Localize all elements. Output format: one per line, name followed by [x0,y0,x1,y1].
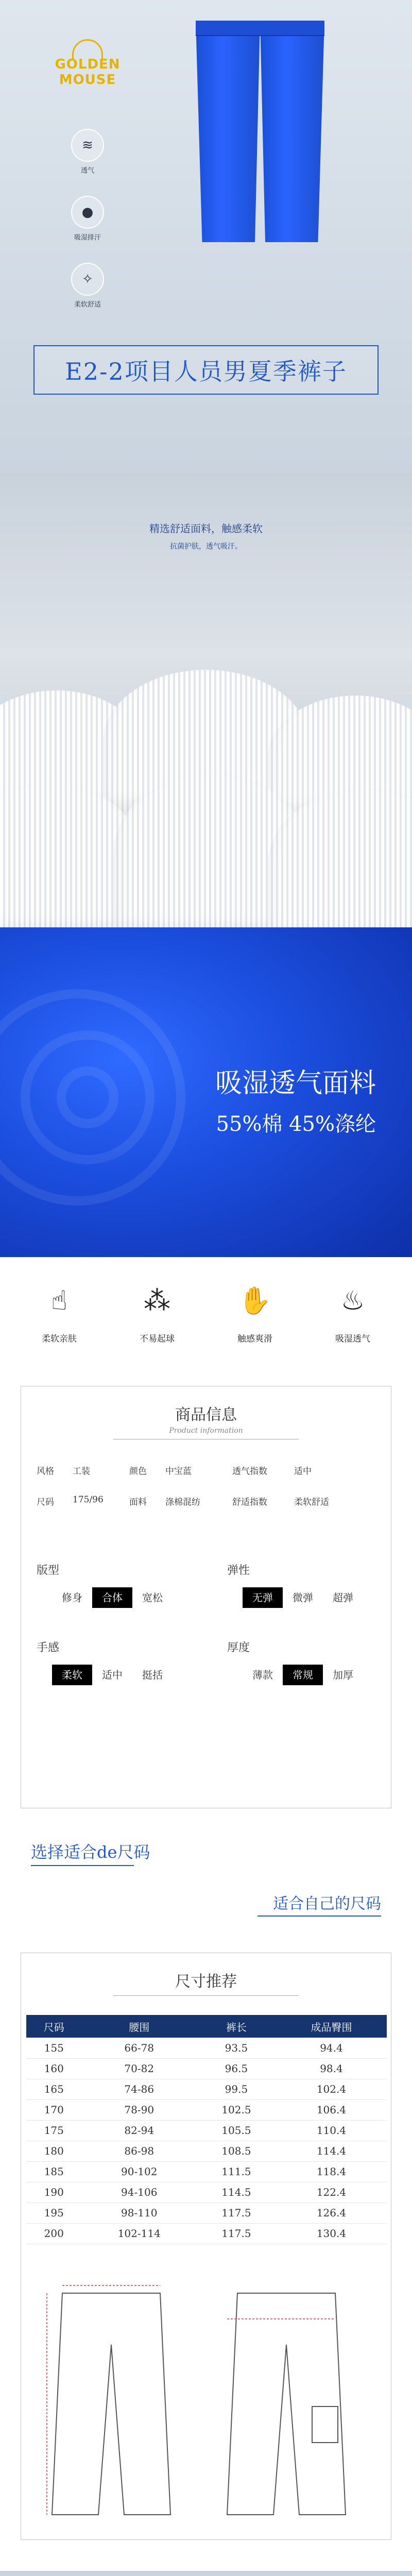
table-cell: 165 [26,2079,82,2099]
info-row [37,1464,376,1477]
table-cell: 175 [26,2120,82,2141]
wind-icon: ≋ [71,129,104,162]
table-cell: 160 [26,2058,82,2079]
option-regular-thickness-selected[interactable]: 常规 [283,1665,323,1685]
table-header-row [26,2015,387,2038]
table-cell: 110.4 [276,2120,387,2141]
feature-moisture [59,196,116,242]
feature-no-pilling [121,1278,193,1344]
feature-label: 不易起球 [140,1334,175,1344]
fabric-fold [57,1066,118,1128]
cargo-pocket-outline [312,2406,338,2443]
section-title: 尺寸推荐 [175,1973,237,1991]
table-cell: 114.5 [197,2182,276,2202]
table-cell: 106.4 [276,2099,387,2120]
table-cell: 111.5 [197,2161,276,2182]
fit-line-2: 适合自己的尺码 [273,1895,381,1913]
intro-line-1: 精选舒适面料，触感柔软 [149,522,263,535]
feature-label: 吸湿透气 [335,1334,370,1344]
option-stiff[interactable]: 挺括 [142,1669,163,1681]
product-pants-image [196,21,324,242]
table-cell: 102.5 [197,2099,276,2120]
table-row [26,2038,387,2058]
fabric-intro-section [0,474,412,927]
table-row [26,2182,387,2202]
table-cell: 78-90 [82,2099,197,2120]
feature-breathable [59,129,116,175]
size-table [26,2015,387,2244]
size-table-body [26,2038,387,2244]
table-cell: 114.4 [276,2141,387,2161]
water-drops-icon: ● [71,196,104,229]
product-info-section [0,1381,412,1824]
table-cell: 74-86 [82,2079,197,2099]
divider [113,1995,299,1996]
pants-back-outline [227,2293,346,2515]
table-cell: 70-82 [82,2058,197,2079]
product-info-card [21,1386,391,1808]
divider [258,1916,381,1917]
info-key: 透气指数 [232,1466,267,1477]
feature-breathable [317,1278,389,1344]
feature-soft [59,263,116,309]
section-header [21,1402,391,1439]
table-row [26,2161,387,2182]
elastic-options [243,1587,363,1608]
table-row [26,2141,387,2161]
option-no-stretch-selected[interactable]: 无弹 [243,1587,283,1608]
fit-banner-section [0,1824,412,1953]
info-value: 涤棉混纺 [165,1497,200,1507]
table-cell: 94-106 [82,2182,197,2202]
table-cell: 98-110 [82,2202,197,2223]
version-label: 版型 [37,1564,60,1577]
option-slim[interactable]: 修身 [62,1591,82,1604]
column-header: 裤长 [197,2015,276,2038]
feature-label: 柔软舒适 [74,301,101,309]
option-high-stretch[interactable]: 超弹 [333,1591,353,1604]
table-cell: 195 [26,2202,82,2223]
section-subtitle: Product information [169,1427,243,1435]
table-row [26,2202,387,2223]
table-row [26,2099,387,2120]
option-loose[interactable]: 宽松 [142,1591,163,1604]
table-cell: 108.5 [197,2141,276,2161]
table-cell: 99.5 [197,2079,276,2099]
column-header: 腰围 [82,2015,197,2038]
brand-logo [31,57,144,88]
info-key: 舒适指数 [232,1497,267,1507]
fabric-composition: 55%棉 45%涤纶 [216,1112,376,1136]
table-cell: 200 [26,2223,82,2244]
info-key: 面料 [129,1497,147,1507]
option-thin[interactable]: 薄款 [252,1669,273,1681]
table-cell: 118.4 [276,2161,387,2182]
size-section [0,1953,412,2571]
table-cell: 102-114 [82,2223,197,2244]
option-thick[interactable]: 加厚 [333,1669,353,1681]
table-cell: 117.5 [197,2223,276,2244]
hero-section [0,0,412,474]
details-banner [0,2571,412,2576]
table-cell: 126.4 [276,2202,387,2223]
thickness-label: 厚度 [227,1641,250,1654]
table-cell: 105.5 [197,2120,276,2141]
feature-smooth-touch [219,1278,291,1344]
table-row [26,2223,387,2244]
info-key: 风格 [37,1466,54,1477]
details-section [0,2571,412,2576]
table-cell: 90-102 [82,2161,197,2182]
thickness-options [243,1665,363,1685]
table-cell: 94.4 [276,2038,387,2058]
table-cell: 66-78 [82,2038,197,2058]
brand-name: GOLDEN MOUSE [55,57,121,88]
option-soft-selected[interactable]: 柔软 [52,1665,92,1685]
feather-icon: ✧ [71,263,104,296]
table-cell: 96.5 [197,2058,276,2079]
product-title: E2-2项目人员男夏季裤子 [33,345,379,395]
feature-soft-skin [23,1278,95,1344]
measurement-diagram [31,2273,382,2530]
hand-touch-icon: ✋ [238,1285,272,1316]
section-title: 商品信息 [175,1406,237,1424]
table-cell: 98.4 [276,2058,387,2079]
version-options [52,1587,173,1608]
feature-label: 吸湿排汗 [74,234,101,242]
intro-line-2: 抗菌护肤，透气吸汗。 [170,543,242,551]
fit-line-1: 选择适合de尺码 [31,1842,150,1862]
info-value: 中宝蓝 [165,1466,192,1477]
table-cell: 82-94 [82,2120,197,2141]
divider [31,1865,134,1866]
table-cell: 170 [26,2099,82,2120]
column-header: 成品臀围 [276,2015,387,2038]
table-cell: 86-98 [82,2141,197,2161]
option-regular-selected[interactable]: 合体 [92,1587,132,1608]
info-row [37,1495,376,1507]
option-light-stretch[interactable]: 微弹 [293,1591,313,1604]
column-header: 尺码 [26,2015,82,2038]
elastic-label: 弹性 [227,1564,250,1577]
feature-label: 触感爽滑 [237,1334,272,1344]
info-value: 适中 [294,1466,312,1477]
feature-label: 柔软亲肤 [42,1334,77,1344]
soft-hand-icon: ☝ [51,1285,67,1316]
table-cell: 180 [26,2141,82,2161]
feature-icons-row [0,1257,412,1381]
feature-label: 透气 [80,167,94,175]
table-row [26,2079,387,2099]
table-cell: 122.4 [276,2182,387,2202]
size-card [21,1953,391,2540]
section-header [21,1969,391,1996]
table-cell: 102.4 [276,2079,387,2099]
bubbles-icon: ⁂ [144,1285,170,1316]
info-value: 工装 [73,1466,90,1477]
table-cell: 130.4 [276,2223,387,2244]
info-value: 175/96 [73,1495,104,1505]
info-key: 尺码 [37,1497,54,1507]
logo-arc-icon [72,39,103,60]
table-cell: 155 [26,2038,82,2058]
table-cell: 185 [26,2161,82,2182]
shirt-wind-icon: ♨ [340,1285,365,1316]
pants-front-outline [52,2293,170,2515]
table-cell: 117.5 [197,2202,276,2223]
table-cell: 93.5 [197,2038,276,2058]
table-row [26,2058,387,2079]
fabric-headline: 吸湿透气面料 [215,1068,376,1099]
option-medium[interactable]: 适中 [102,1669,123,1681]
table-row [26,2120,387,2141]
feel-options [52,1665,173,1685]
info-key: 颜色 [129,1466,147,1477]
table-cell: 190 [26,2182,82,2202]
fabric-closeup-section [0,927,412,1257]
info-value: 柔软舒适 [294,1497,329,1507]
feel-label: 手感 [37,1641,60,1654]
